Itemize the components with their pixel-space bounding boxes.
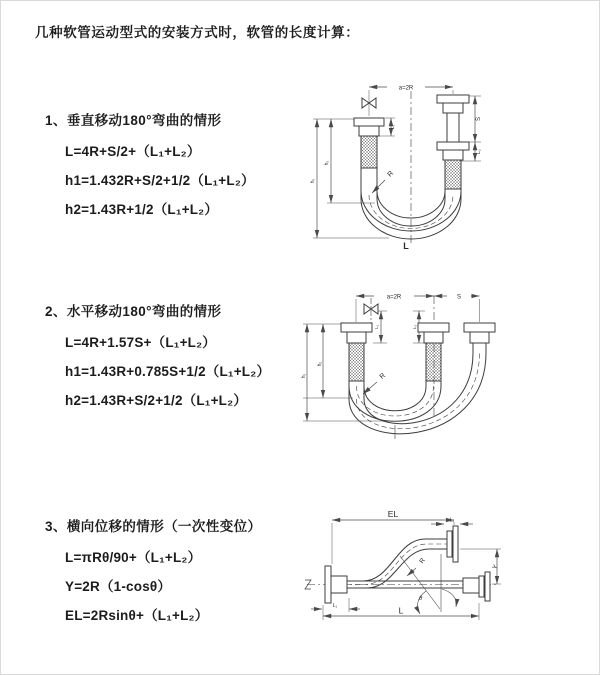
dim-label-travel: S: [476, 116, 482, 122]
braided-hose-right: [445, 160, 461, 189]
length-label: L: [403, 241, 409, 251]
angle-arc-left: [418, 591, 426, 614]
hose-assembly: [325, 526, 490, 603]
dim-label-el: EL: [387, 509, 399, 519]
formula-h2: h2=1.43R+1/2（L₁+L₂）: [65, 202, 219, 217]
diagram-3-svg: [301, 506, 591, 646]
dim-label-width: a=2R: [386, 294, 402, 301]
lower-right-flange: [463, 572, 490, 601]
formula-list: [65, 328, 270, 415]
dim-label-travel: S: [456, 294, 462, 301]
diagram-2-svg: [301, 281, 591, 461]
section-heading-text: 水平移动180°弯曲的情形: [66, 304, 222, 319]
braided-hose-left: [349, 343, 364, 381]
braided-hose-left: [361, 136, 377, 168]
angle-label: θ: [419, 596, 423, 602]
formula-length: L=4R+1.57S+（L₁+L₂）: [65, 335, 216, 350]
formula-el: EL=2Rsinθ+（L₁+L₂）: [65, 608, 209, 623]
formula-y: Y=2R（1-cosθ）: [65, 579, 172, 594]
formula-list: [65, 543, 261, 630]
section-lateral-displacement: [45, 515, 261, 630]
section-horizontal-movement: [45, 300, 270, 415]
left-fitting: [341, 323, 372, 343]
dim-label-l1: L₁: [332, 603, 338, 609]
dim-label-h2: h₂: [317, 361, 323, 367]
diagram-lateral-displacement: [301, 506, 591, 646]
dim-label-l2: L₂: [476, 149, 482, 154]
left-flange: [325, 566, 347, 603]
angle-arc-right: [442, 589, 456, 607]
diagram-1-svg: [301, 71, 581, 261]
section-vertical-movement: [45, 109, 255, 224]
section-number: 3、: [45, 519, 67, 534]
dim-label-y: Y: [491, 563, 500, 571]
dim-label-l1: L₁: [390, 124, 396, 130]
section-heading-text: 垂直移动180°弯曲的情形: [66, 113, 222, 128]
radius-label: R: [386, 170, 396, 179]
formula-h2: h2=1.43R+S/2+1/2（L₁+L₂）: [65, 393, 248, 408]
diagram-3-labels: [333, 509, 500, 616]
right-fitting-upper: [437, 95, 469, 113]
u-bend-arcs: [349, 353, 486, 434]
dimension-lines: [311, 517, 501, 620]
formula-h1: h1=1.432R+S/2+1/2（L₁+L₂）: [65, 173, 255, 188]
section-number: 1、: [45, 113, 67, 128]
dim-label-l: L: [398, 605, 404, 616]
dim-label-h1: h₁: [310, 178, 316, 184]
formula-length: L=4R+S/2+（L₁+L₂）: [65, 144, 201, 159]
section-heading: [45, 515, 261, 535]
formula-length: L=πRθ/90+（L₁+L₂）: [65, 550, 202, 565]
dim-label-l1: L₁: [374, 324, 379, 330]
hose-assembly: [354, 91, 469, 243]
hose-assembly: [341, 296, 495, 439]
formula-list: [65, 137, 255, 224]
dim-label-l2: L₂: [449, 517, 455, 524]
dim-label-h1: h₁: [301, 373, 307, 379]
dim-label-l2: L₂: [412, 324, 417, 330]
right-fitting-lower: [437, 142, 469, 160]
upper-right-flange: [447, 526, 458, 562]
right-fitting: [464, 323, 495, 343]
dim-label-h2: h₂: [324, 160, 330, 166]
section-number: 2、: [45, 304, 67, 319]
section-heading: [45, 109, 255, 129]
section-heading-text: 横向位移的情形（一次性变位）: [66, 519, 262, 534]
formula-h1: h1=1.43R+0.785S+1/2（L₁+L₂）: [65, 364, 271, 379]
dim-label-width: a=2R: [398, 85, 414, 92]
left-fitting: [354, 118, 384, 136]
page-title: 几种软管运动型式的安装方式时，软管的长度计算：: [35, 25, 360, 40]
braided-hose-middle: [426, 343, 441, 381]
dimension-lines: [303, 296, 480, 421]
section-heading: [45, 300, 270, 320]
radius-label: R: [378, 372, 388, 381]
middle-fitting: [418, 323, 449, 343]
diagram-horizontal-180-bend: [301, 281, 591, 461]
radius-label: R: [418, 557, 427, 565]
diagram-vertical-180-bend: [301, 71, 581, 261]
